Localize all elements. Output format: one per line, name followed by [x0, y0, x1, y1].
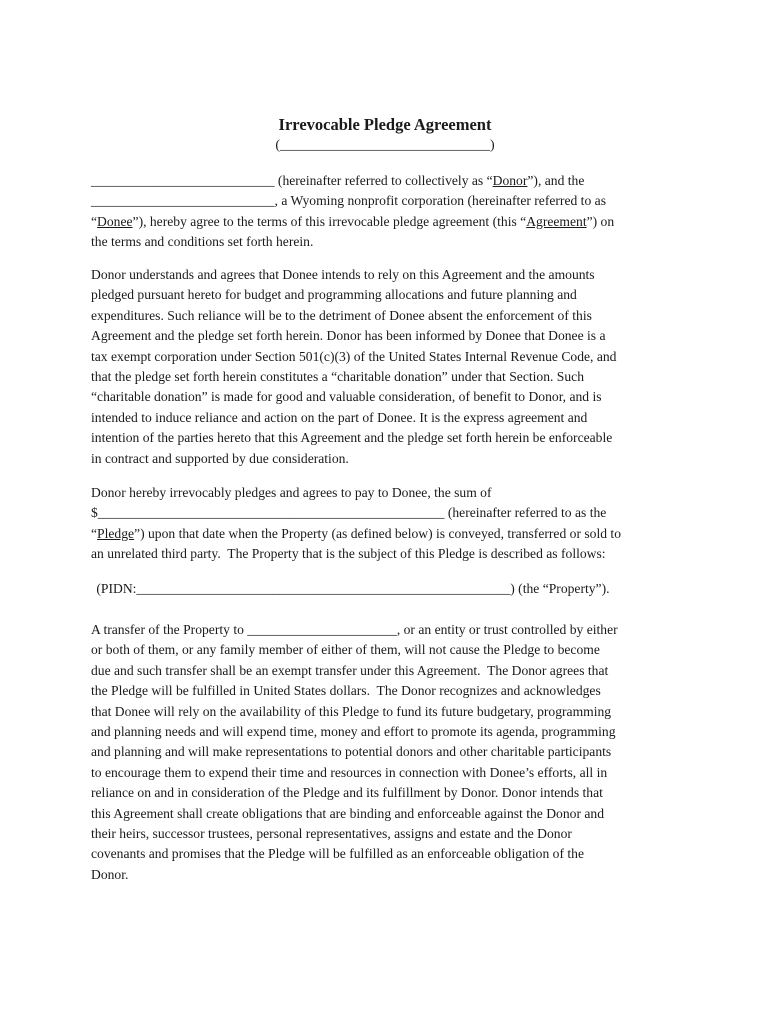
transfer-line: their heirs, successor trustees, personal representatives, assigns and estate and the Donor: [91, 826, 572, 842]
reliance-paragraph: [91, 265, 691, 469]
transfer-line: and planning needs and will expend time, money and effort to promote its agenda, programming: [91, 724, 616, 740]
document-subtitle-blank: (______________________________): [275, 138, 495, 153]
reliance-line: intended to induce reliance and action on the part of Donee. It is the express agreement and: [91, 409, 588, 425]
reliance-line: intention of the parties hereto that this Agreement and the pledge set forth herein be enforceable: [91, 430, 613, 446]
intro-line-3: [91, 212, 691, 232]
transfer-line: reliance on and in consideration of the Pledge and its fulfillment by Donor. Donor intends that: [91, 785, 603, 801]
reliance-line: in contract and supported by due consideration.: [91, 450, 349, 466]
agreement-defined-term: Agreement: [526, 213, 587, 229]
reliance-line: expenditures. Such reliance will be to the detriment of Donee absent the enforcement of this: [91, 307, 592, 323]
reliance-line: tax exempt corporation under Section 501(c)(3) of the United States Internal Revenue Code, and: [91, 348, 617, 364]
property-line: [93, 579, 693, 599]
transfer-line: Donor.: [91, 866, 129, 882]
transfer-line: that Donee will rely on the availability of this Pledge to fund its future budgetary, programming: [91, 703, 612, 719]
intro-line-2: ___________________________, a Wyoming nonprofit corporation (hereinafter referred to as: [91, 193, 606, 209]
pledge-line-3-end: ”) upon that date when the Property (as defined below) is conveyed, transferred or sold to: [134, 525, 621, 541]
intro-line-3-start: “: [91, 213, 98, 229]
intro-line-3-mid: ”), hereby agree to the terms of this irrevocable pledge agreement (this “: [132, 213, 527, 229]
document-title: Irrevocable Pledge Agreement: [278, 115, 492, 134]
pledge-paragraph: [91, 483, 691, 565]
transfer-line: due and such transfer shall be an exempt transfer under this Agreement. The Donor agrees that: [91, 662, 609, 678]
intro-line-1: [91, 171, 691, 191]
property-line-text: (PIDN:_______________________________________________________) (the “Property”).: [93, 581, 610, 596]
pledge-line-4: an unrelated third party. The Property that is the subject of this Pledge is described as follows:: [91, 546, 606, 562]
reliance-line: pledged pursuant hereto for budget and programming allocations and future planning and: [91, 287, 577, 303]
transfer-line: the Pledge will be fulfilled in United States dollars. The Donor recognizes and acknowledges: [91, 683, 601, 699]
pledge-line-2: $___________________________________________________ (hereinafter referred to as the: [91, 505, 607, 521]
pledge-line-1: Donor hereby irrevocably pledges and agrees to pay to Donee, the sum of: [91, 485, 492, 500]
intro-paragraph: [91, 171, 691, 253]
intro-line-4: the terms and conditions set forth herein.: [91, 234, 314, 250]
transfer-line: covenants and promises that the Pledge will be fulfilled as an enforceable obligation of the: [91, 846, 584, 862]
donee-defined-term: Donee: [97, 213, 133, 229]
pledge-defined-term: Pledge: [97, 525, 135, 541]
transfer-paragraph: [91, 620, 691, 885]
transfer-line: or both of them, or any family member of either of them, will not cause the Pledge to become: [91, 642, 600, 658]
transfer-line: and planning and will make representations to potential donors and other charitable participants: [91, 744, 612, 760]
reliance-line: that the pledge set forth herein constitutes a “charitable donation” under that Section. Such: [91, 369, 584, 385]
donor-defined-term: Donor: [492, 173, 528, 188]
transfer-line: to encourage them to expend their time and resources in connection with Donee’s efforts, all in: [91, 764, 608, 780]
pledge-line-3: [91, 524, 691, 544]
intro-line-1-text: ___________________________ (hereinafter referred to collectively as “: [91, 173, 493, 188]
transfer-line: this Agreement shall create obligations that are binding and enforceable against the Donor and: [91, 805, 604, 821]
intro-line-3-end: ”) on: [586, 213, 615, 229]
reliance-line: Donor understands and agrees that Donee intends to rely on this Agreement and the amounts: [91, 267, 595, 282]
transfer-line: A transfer of the Property to ______________________, or an entity or trust controlled by either: [91, 622, 618, 637]
reliance-line: “charitable donation” is made for good and valuable consideration, of benefit to Donor, and is: [91, 389, 602, 405]
pledge-line-3-start: “: [91, 525, 98, 541]
intro-line-1-end: ”), and the: [527, 173, 585, 188]
reliance-line: Agreement and the pledge set forth herein. Donor has been informed by Donee that Donee is a: [91, 328, 606, 344]
